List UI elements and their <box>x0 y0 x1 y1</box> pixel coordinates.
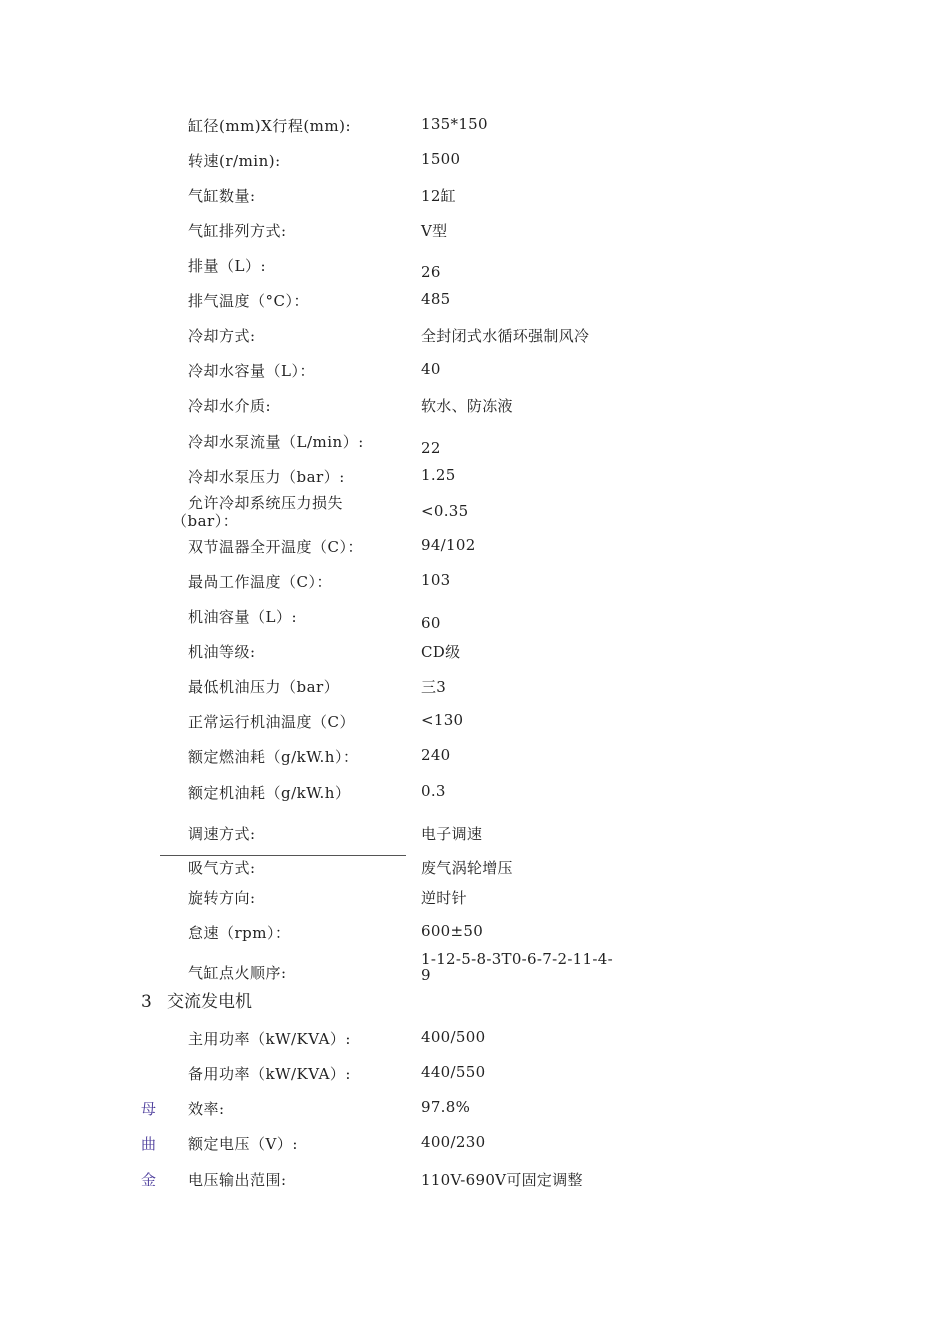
spec-row <box>0 115 950 145</box>
spec-row <box>0 185 950 215</box>
firing-order-line2: 9 <box>421 966 431 984</box>
spec-label: 冷却水泵压力（bar）: <box>188 468 345 486</box>
spec-value: 60 <box>421 614 441 632</box>
spec-row <box>0 782 950 812</box>
spec-value: 电子调速 <box>421 825 483 843</box>
spec-row <box>0 466 950 496</box>
spec-value: <130 <box>421 711 464 729</box>
spec-value: 103 <box>421 571 451 589</box>
spec-label: 排气温度（°C）： <box>188 292 309 310</box>
divider-line <box>160 855 406 856</box>
section-heading <box>141 987 252 1012</box>
spec-row <box>0 395 950 425</box>
spec-value: 三3 <box>421 678 447 696</box>
spec-label: 主用功率（kW/KVA）: <box>188 1030 351 1048</box>
spec-label: 额定机油耗（g/kW.h） <box>188 784 351 802</box>
spec-row <box>0 676 950 706</box>
spec-row <box>0 220 950 250</box>
spec-row <box>0 823 950 853</box>
spec-row <box>0 711 950 741</box>
spec-label: 气缸排列方式: <box>188 222 287 240</box>
spec-value: 12缸 <box>421 187 456 205</box>
spec-label <box>172 494 344 530</box>
margin-marker: 金 <box>141 1171 157 1189</box>
spec-label: 冷却水泵流量（L/min）: <box>188 433 364 451</box>
spec-value: CD级 <box>421 643 461 661</box>
spec-label: 备用功率（kW/KVA）: <box>188 1065 351 1083</box>
spec-value: 110V-690V可固定调整 <box>421 1171 583 1189</box>
spec-label: 调速方式: <box>188 825 256 843</box>
spec-row <box>0 536 950 566</box>
section-title: 交流发电机 <box>167 992 252 1012</box>
spec-row <box>0 290 950 320</box>
spec-value: 97.8% <box>421 1098 471 1116</box>
spec-label: 冷却水介质: <box>188 397 272 415</box>
spec-value <box>421 950 613 986</box>
section-number: 3 <box>141 992 152 1012</box>
spec-label: 正常运行机油温度（C） <box>188 713 355 731</box>
spec-value: 135*150 <box>421 115 488 133</box>
spec-row <box>0 746 950 776</box>
spec-label: 额定电压（V）: <box>188 1135 298 1153</box>
spec-label: 转速(r/min): <box>188 152 281 170</box>
spec-row <box>0 150 950 180</box>
spec-label: 最低机油压力（bar） <box>188 678 340 696</box>
spec-value: 1500 <box>421 150 461 168</box>
spec-label: 机油等级: <box>188 643 256 661</box>
spec-row <box>0 255 950 285</box>
spec-value: 废气涡轮增压 <box>421 859 513 877</box>
spec-row <box>0 922 950 952</box>
margin-marker: 曲 <box>141 1135 157 1153</box>
spec-label: 冷却水容量（L）： <box>188 362 315 380</box>
spec-value: 485 <box>421 290 451 308</box>
spec-row <box>0 1169 950 1199</box>
spec-value: 26 <box>421 263 441 281</box>
spec-value: 全封闭式水循环强制风冷 <box>421 327 590 345</box>
spec-row <box>0 887 950 917</box>
spec-label: 气缸数量: <box>188 187 256 205</box>
spec-row <box>0 360 950 390</box>
spec-row <box>0 431 950 461</box>
spec-label: 双节温器全开温度（C）： <box>188 538 363 556</box>
spec-label: 电压输出范围: <box>188 1171 287 1189</box>
spec-row <box>0 641 950 671</box>
spec-label: 旋转方向: <box>188 889 256 907</box>
spec-row <box>0 857 950 887</box>
spec-row <box>0 950 950 982</box>
spec-value: 22 <box>421 439 441 457</box>
spec-row <box>0 494 950 534</box>
spec-label-line1: 允许冷却系统压力损失 <box>188 494 344 512</box>
spec-label: 气缸点火顺序: <box>188 964 287 982</box>
spec-label-line2: （bar）： <box>172 512 239 530</box>
spec-label: 冷却方式: <box>188 327 256 345</box>
spec-value: 0.3 <box>421 782 446 800</box>
spec-value: V型 <box>421 222 448 240</box>
spec-row <box>0 325 950 355</box>
spec-value: 逆时针 <box>421 889 467 907</box>
spec-value: 软水、防冻液 <box>421 397 513 415</box>
spec-value: 400/500 <box>421 1028 486 1046</box>
spec-row <box>0 1098 950 1128</box>
spec-label: 缸径(mm)X行程(mm): <box>188 117 352 135</box>
spec-row <box>0 571 950 601</box>
spec-row <box>0 1028 950 1058</box>
spec-label: 最咼工作温度（C）： <box>188 573 332 591</box>
spec-label: 排量（L）: <box>188 257 267 275</box>
spec-label: 效率: <box>188 1100 225 1118</box>
spec-label: 吸气方式: <box>188 859 256 877</box>
spec-value: 1.25 <box>421 466 456 484</box>
spec-label: 怠速（rpm）： <box>188 924 291 942</box>
spec-value: 94/102 <box>421 536 476 554</box>
spec-value: 240 <box>421 746 451 764</box>
spec-value: 40 <box>421 360 441 378</box>
spec-value: 600±50 <box>421 922 484 940</box>
spec-row <box>0 1133 950 1163</box>
spec-value: <0.35 <box>421 502 469 520</box>
spec-label: 机油容量（L）: <box>188 608 298 626</box>
spec-row <box>0 606 950 636</box>
firing-order-line1: 1-12-5-8-3T0-6-7-2-11-4- <box>421 950 613 968</box>
spec-value: 440/550 <box>421 1063 486 1081</box>
spec-label: 额定燃油耗（g/kW.h）： <box>188 748 359 766</box>
spec-value: 400/230 <box>421 1133 486 1151</box>
margin-marker: 母 <box>141 1100 157 1118</box>
spec-row <box>0 1063 950 1093</box>
